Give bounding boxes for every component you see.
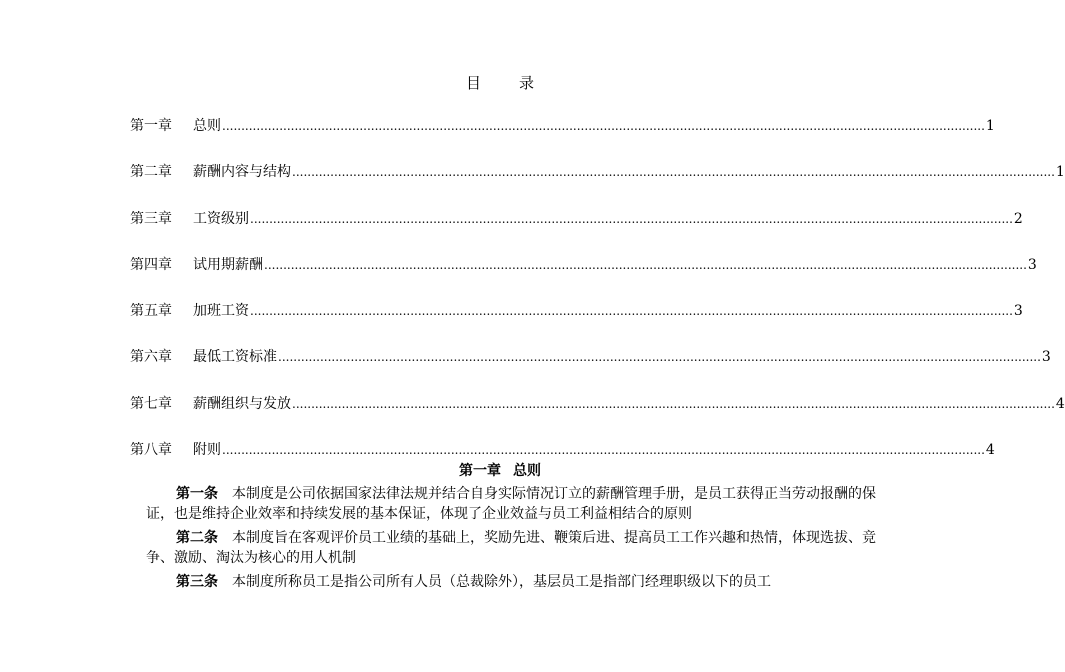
toc-entry[interactable]: [130, 347, 1051, 393]
article-text: 本制度旨在客观评价员工业绩的基础上，奖励先进、鞭策后进、提高员工工作兴趣和热情，体现选拔、竞争、激励、淘汰为核心的用人机制: [146, 530, 876, 566]
table-of-contents: [130, 116, 1065, 486]
toc-page-number: 3: [1027, 256, 1037, 273]
article-text: 本制度所称员工是指公司所有人员（总裁除外），基层员工是指部门经理职级以下的员工: [232, 574, 771, 590]
toc-leader-dots: ........................................................................................................................................................................................................: [222, 443, 985, 458]
toc-page-number: 3: [1041, 349, 1051, 366]
toc-chapter-name: 附则: [193, 442, 221, 459]
toc-title: [0, 72, 1000, 93]
chapter-heading-number: 第一章: [459, 463, 501, 479]
toc-chapter-number: 第六章: [130, 349, 172, 366]
chapter-body: [146, 484, 881, 596]
toc-page-number: 2: [1013, 210, 1023, 227]
toc-chapter-name: 总则: [193, 118, 221, 134]
toc-chapter-name: 最低工资标准: [193, 349, 277, 366]
toc-entry[interactable]: [130, 394, 1065, 440]
toc-chapter-name: 加班工资: [193, 303, 249, 320]
toc-chapter-name: 薪酬内容与结构: [193, 164, 291, 181]
toc-chapter-number: 第五章: [130, 303, 172, 320]
article-label: 第一条: [176, 486, 218, 502]
toc-chapter-number: 第八章: [130, 442, 172, 459]
toc-leader-dots: ........................................................................................................................................................................................................: [278, 350, 1041, 365]
toc-entry[interactable]: [130, 255, 1037, 301]
toc-page-number: 1: [985, 118, 995, 134]
toc-chapter-name: 工资级别: [193, 210, 249, 227]
toc-leader-dots: ........................................................................................................................................................................................................: [292, 165, 1055, 180]
toc-leader-dots: ........................................................................................................................................................................................................: [250, 304, 1013, 319]
toc-chapter-number: 第二章: [130, 164, 172, 181]
article-paragraph: [146, 528, 881, 568]
toc-entry[interactable]: [130, 301, 1023, 347]
toc-chapter-number: 第三章: [130, 210, 172, 227]
article-label: 第三条: [176, 574, 218, 590]
article-paragraph: [146, 572, 881, 592]
toc-entry[interactable]: [130, 162, 1065, 208]
toc-page-number: 4: [1055, 395, 1065, 412]
toc-entry[interactable]: [130, 209, 1023, 255]
toc-page-number: 1: [1055, 164, 1065, 181]
article-label: 第二条: [176, 530, 218, 546]
toc-chapter-number: 第七章: [130, 395, 172, 412]
toc-entry[interactable]: [130, 116, 995, 162]
toc-chapter-number: 第四章: [130, 256, 172, 273]
toc-leader-dots: ........................................................................................................................................................................................................: [250, 211, 1013, 226]
toc-title-right: 录: [519, 74, 535, 92]
toc-chapter-number: 第一章: [130, 118, 172, 134]
article-text: 本制度是公司依据国家法律法规并结合自身实际情况订立的薪酬管理手册，是员工获得正当劳动报酬的保证，也是维持企业效率和持续发展的基本保证，体现了企业效益与员工利益相结合的原则: [146, 486, 876, 522]
toc-page-number: 4: [985, 442, 995, 459]
chapter-heading: [0, 460, 1000, 480]
toc-leader-dots: ........................................................................................................................................................................................................: [264, 257, 1027, 272]
toc-leader-dots: ........................................................................................................................................................................................................: [292, 396, 1055, 411]
toc-title-left: 目: [465, 74, 481, 92]
chapter-heading-name: 总则: [513, 463, 541, 479]
toc-chapter-name: 薪酬组织与发放: [193, 395, 291, 412]
toc-leader-dots: ........................................................................................................................................................................................................: [222, 119, 985, 133]
article-paragraph: [146, 484, 881, 524]
toc-page-number: 3: [1013, 303, 1023, 320]
toc-chapter-name: 试用期薪酬: [193, 256, 263, 273]
